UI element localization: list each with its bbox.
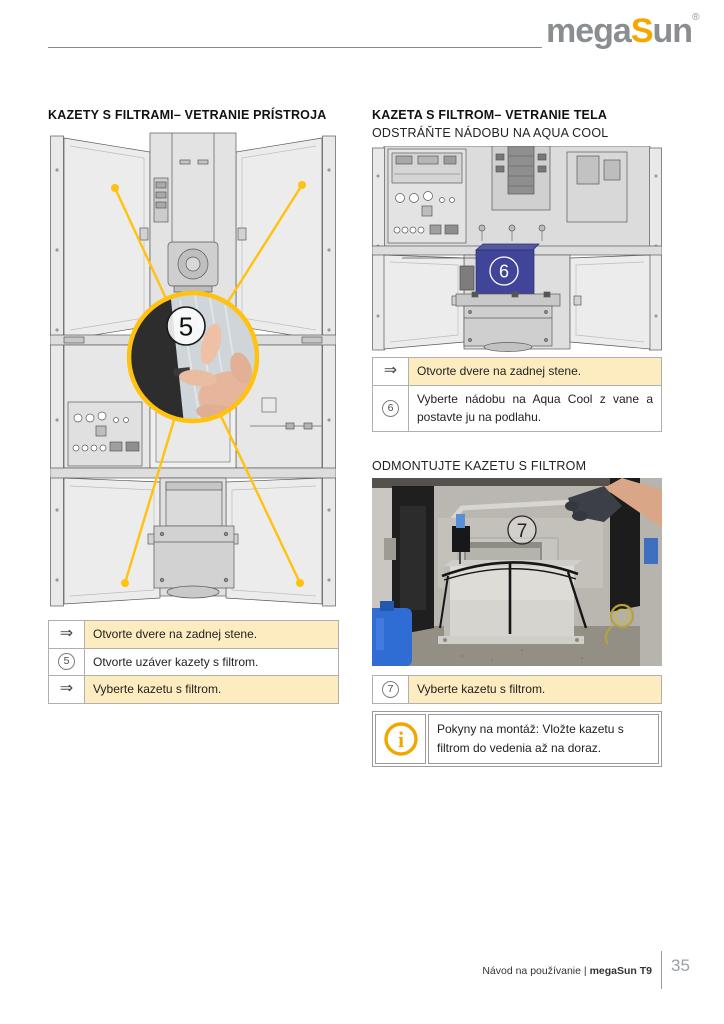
table-row: [49, 621, 339, 649]
hinge-bracket: [384, 538, 396, 560]
callout-6-number: 6: [498, 261, 510, 282]
info-box: [372, 711, 662, 767]
blue-canister: [372, 601, 412, 666]
footer-product: megaSun T9: [589, 965, 652, 977]
control-panel: [68, 402, 142, 466]
footer-divider: [661, 951, 662, 989]
arrow-right-icon: ⇒: [49, 676, 85, 704]
left-steps-table: [48, 620, 339, 704]
left-heading: KAZETY S FILTRAMI– VETRANIE PRÍSTROJA: [48, 108, 327, 122]
logo-mega: mega: [546, 12, 631, 50]
bottom-equipment: [154, 478, 234, 598]
table-row: [49, 648, 339, 676]
logo-un: un: [652, 12, 693, 50]
table-row: [373, 385, 662, 431]
page-number: 35: [671, 956, 690, 975]
svg-text:i: i: [397, 727, 404, 753]
right-subheading-aqua: ODSTRÁŇTE NÁDOBU NA AQUA COOL: [372, 126, 609, 140]
step-text: Vyberte kazetu s filtrom.: [409, 676, 662, 704]
callout-5-number: 5: [178, 311, 194, 342]
right-subheading-filter: ODMONTUJTE KAZETU S FILTROM: [372, 459, 587, 473]
table-row: [373, 358, 662, 386]
aqua-steps-table: [372, 357, 662, 432]
number-7-icon: 7: [373, 676, 409, 704]
blue-component: [644, 538, 658, 564]
info-icon: [382, 720, 420, 758]
registered-mark: ®: [692, 12, 700, 23]
lower-shelf: [50, 468, 336, 478]
arrow-right-icon: ⇒: [373, 358, 409, 386]
figure-aqua-cool: [372, 146, 662, 352]
callout-7-number: 7: [516, 521, 528, 542]
step-text: Otvorte dvere na zadnej stene.: [409, 358, 662, 386]
logo-s: S: [630, 12, 653, 50]
arrow-right-icon: ⇒: [49, 621, 85, 649]
footer: [482, 965, 652, 977]
info-icon-cell: [375, 714, 426, 764]
left-control-panel: [388, 149, 466, 243]
info-text: Pokyny na montáž: Vložte kazetu s filtrom do vedenia až na doraz.: [428, 714, 659, 764]
right-heading: KAZETA S FILTROM– VETRANIE TELA: [372, 108, 608, 122]
number-5-icon: 5: [49, 648, 85, 676]
tray-and-base: [456, 292, 560, 352]
step-text: Otvorte uzáver kazety s filtrom.: [85, 648, 339, 676]
figure-device-ventilation: [50, 130, 336, 612]
step-text: Vyberte nádobu na Aqua Cool z vane a postavte ju na podlahu.: [409, 385, 662, 431]
number-6-icon: 6: [373, 385, 409, 431]
table-row: [49, 676, 339, 704]
filter-steps-table: [372, 675, 662, 704]
step-text: Otvorte dvere na zadnej stene.: [85, 621, 339, 649]
table-row: [373, 676, 662, 704]
footer-label: Návod na používanie |: [482, 965, 587, 977]
megasun-logo: [546, 12, 699, 51]
step-text: Vyberte kazetu s filtrom.: [85, 676, 339, 704]
figure-filter-cassette-photo: [372, 478, 662, 666]
header-rule: [48, 47, 542, 48]
